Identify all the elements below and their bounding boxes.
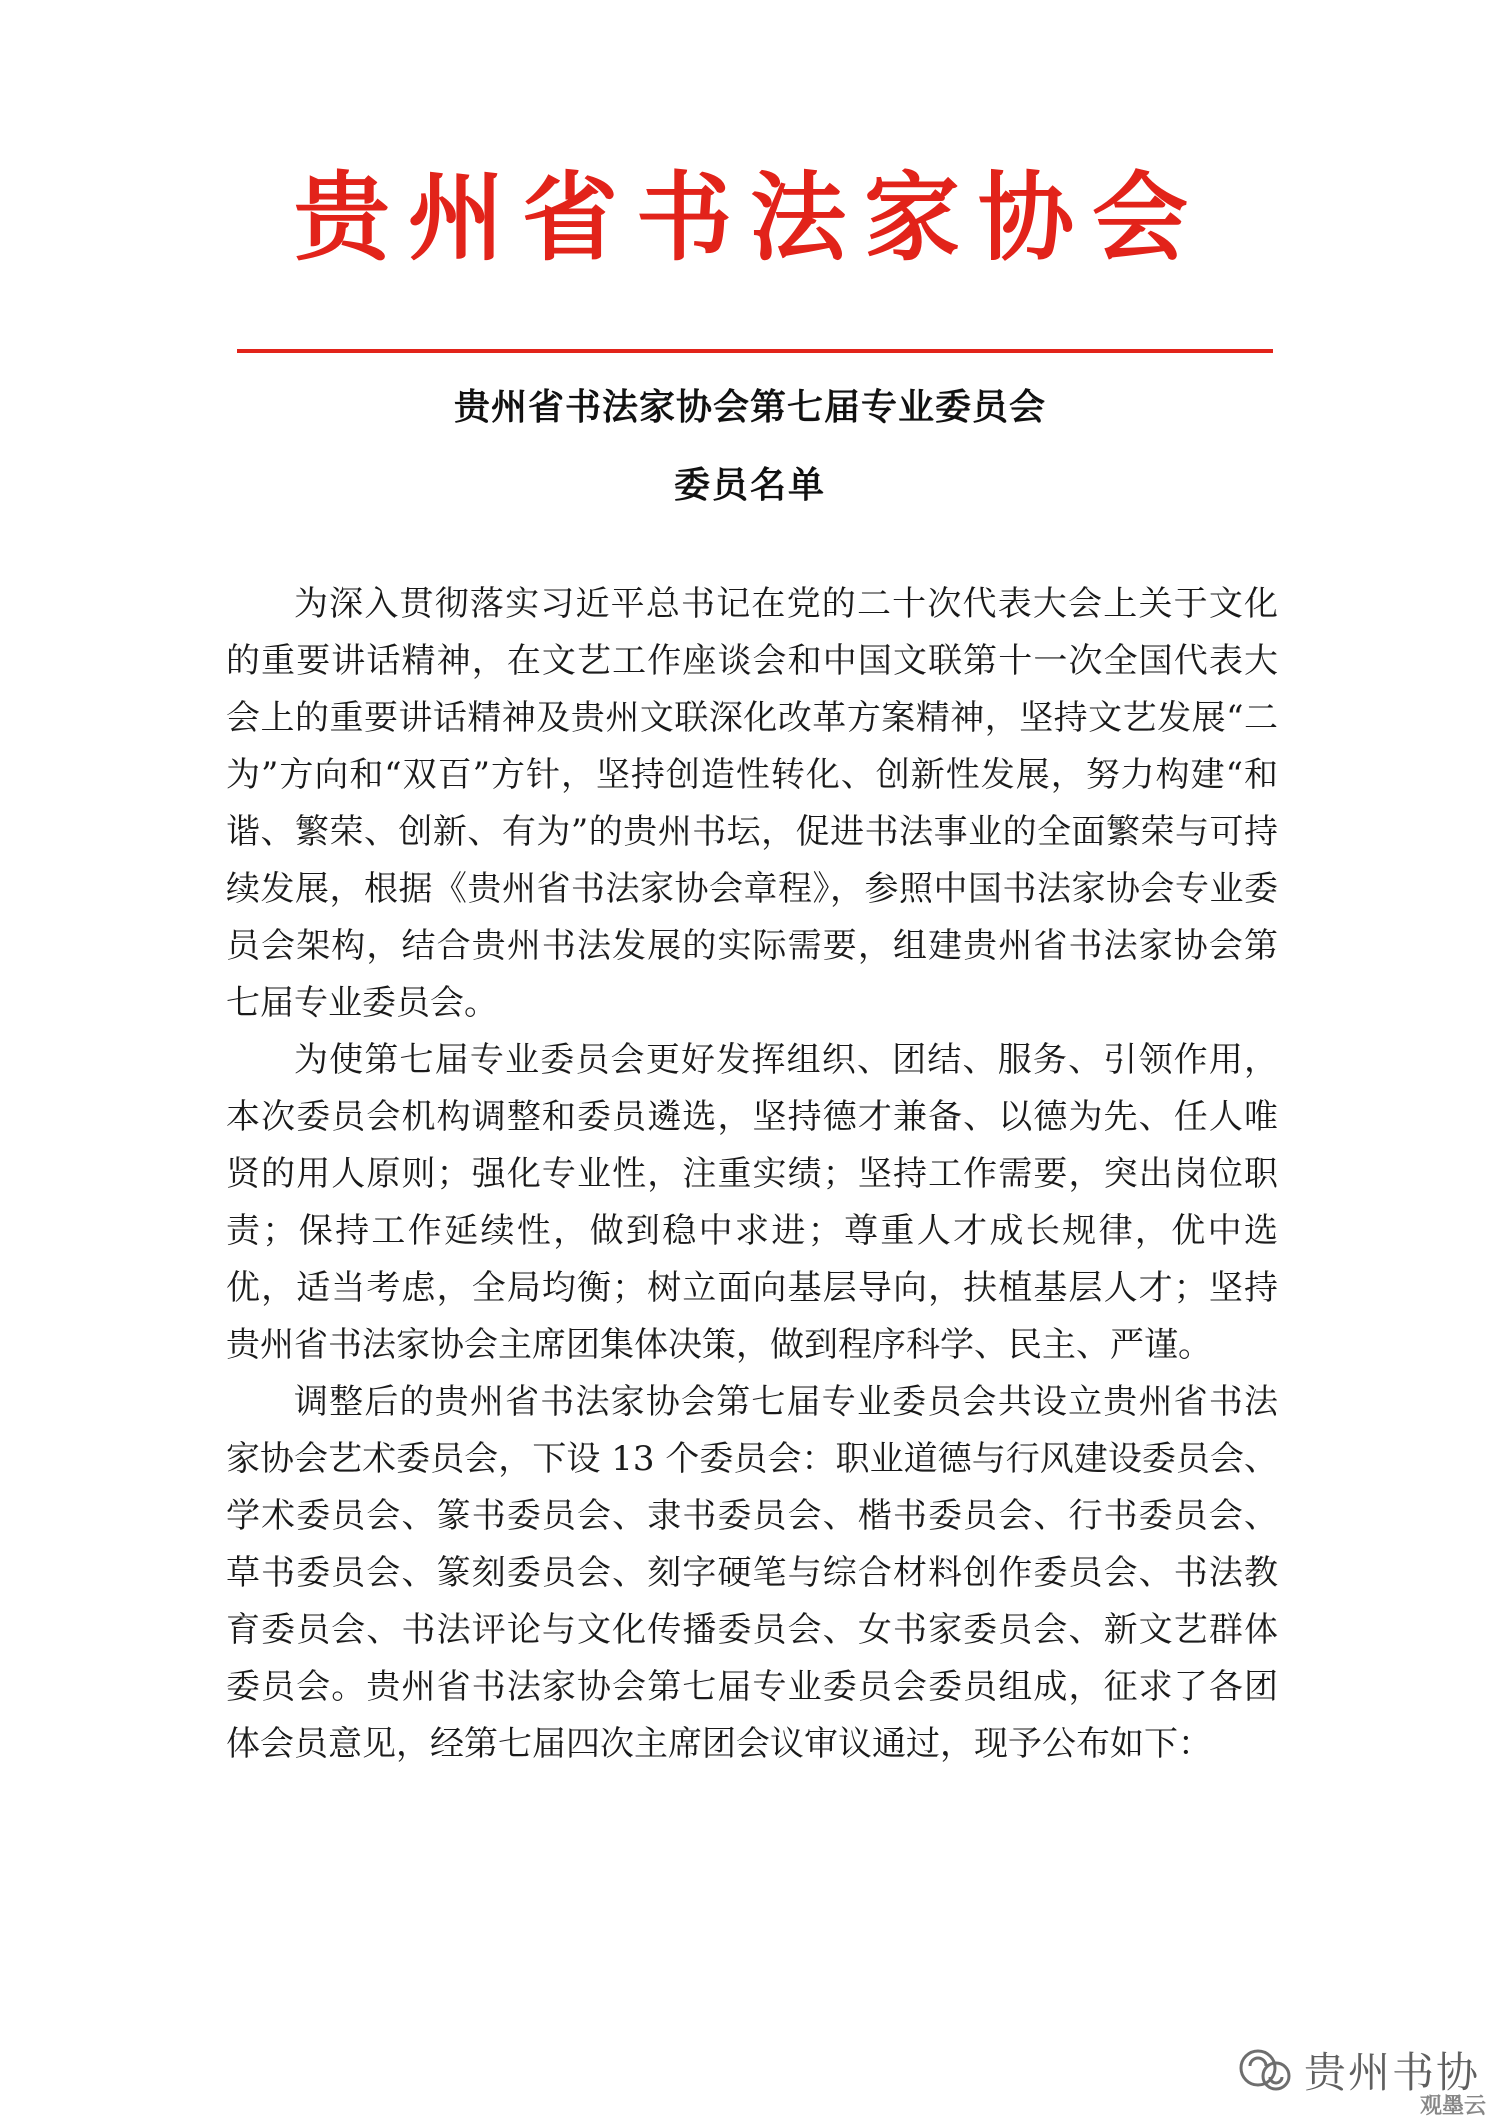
letterhead-red-rule xyxy=(237,349,1273,353)
watermark-sub-mark: 观墨云 xyxy=(1419,2094,1486,2119)
document-body xyxy=(226,576,1278,1773)
document-subtitle: 委员名单 xyxy=(673,465,826,506)
paragraph-1: 为深入贯彻落实习近平总书记在党的二十次代表大会上关于文化的重要讲话精神，在文艺工作座谈会和中国文联第十一次全国代表大会上的重要讲话精神及贵州文联深化改革方案精神，坚持文艺发展“二为”方向和“双百”方针，坚持创造性转化、创新性发展，努力构建“和谐、繁荣、创新、有为”的贵州书坛，促进书法事业的全面繁荣与可持续发展，根据《贵州省书法家协会章程》，参照中国书法家协会专业委员会架构，结合贵州书法发展的实际需要，组建贵州省书法家协会第七届专业委员会。 xyxy=(226,584,1278,1023)
paragraph-3: 调整后的贵州省书法家协会第七届专业委员会共设立贵州省书法家协会艺术委员会，下设 13 个委员会：职业道德与行风建设委员会、学术委员会、篆书委员会、隶书委员会、楷书委员会、行书委员会、草书委员会、篆刻委员会、刻字硬笔与综合材料创作委员会、书法教育委员会、书法评论与文化传播委员会、女书家委员会、新文艺群体委员会。贵州省书法家协会第七届专业委员会委员组成，征求了各团体会员意见，经第七届四次主席团会议审议通过，现予公布如下： xyxy=(226,1382,1278,1764)
watermark-account-name: 贵州书协 xyxy=(1303,2048,1480,2097)
wechat-official-account-icon xyxy=(1236,2046,1294,2094)
paragraph-2: 为使第七届专业委员会更好发挥组织、团结、服务、引领作用，本次委员会机构调整和委员遴选，坚持德才兼备、以德为先、任人唯贤的用人原则；强化专业性，注重实绩；坚持工作需要，突出岗位职责；保持工作延续性，做到稳中求进；尊重人才成长规律，优中选优，适当考虑，全局均衡；树立面向基层导向，扶植基层人才；坚持贵州省书法家协会主席团集体决策，做到程序科学、民主、严谨。 xyxy=(226,1040,1278,1365)
document-title: 贵州省书法家协会第七届专业委员会 xyxy=(453,387,1046,428)
letterhead-org-name: 贵州省书法家协会 xyxy=(294,161,1206,274)
